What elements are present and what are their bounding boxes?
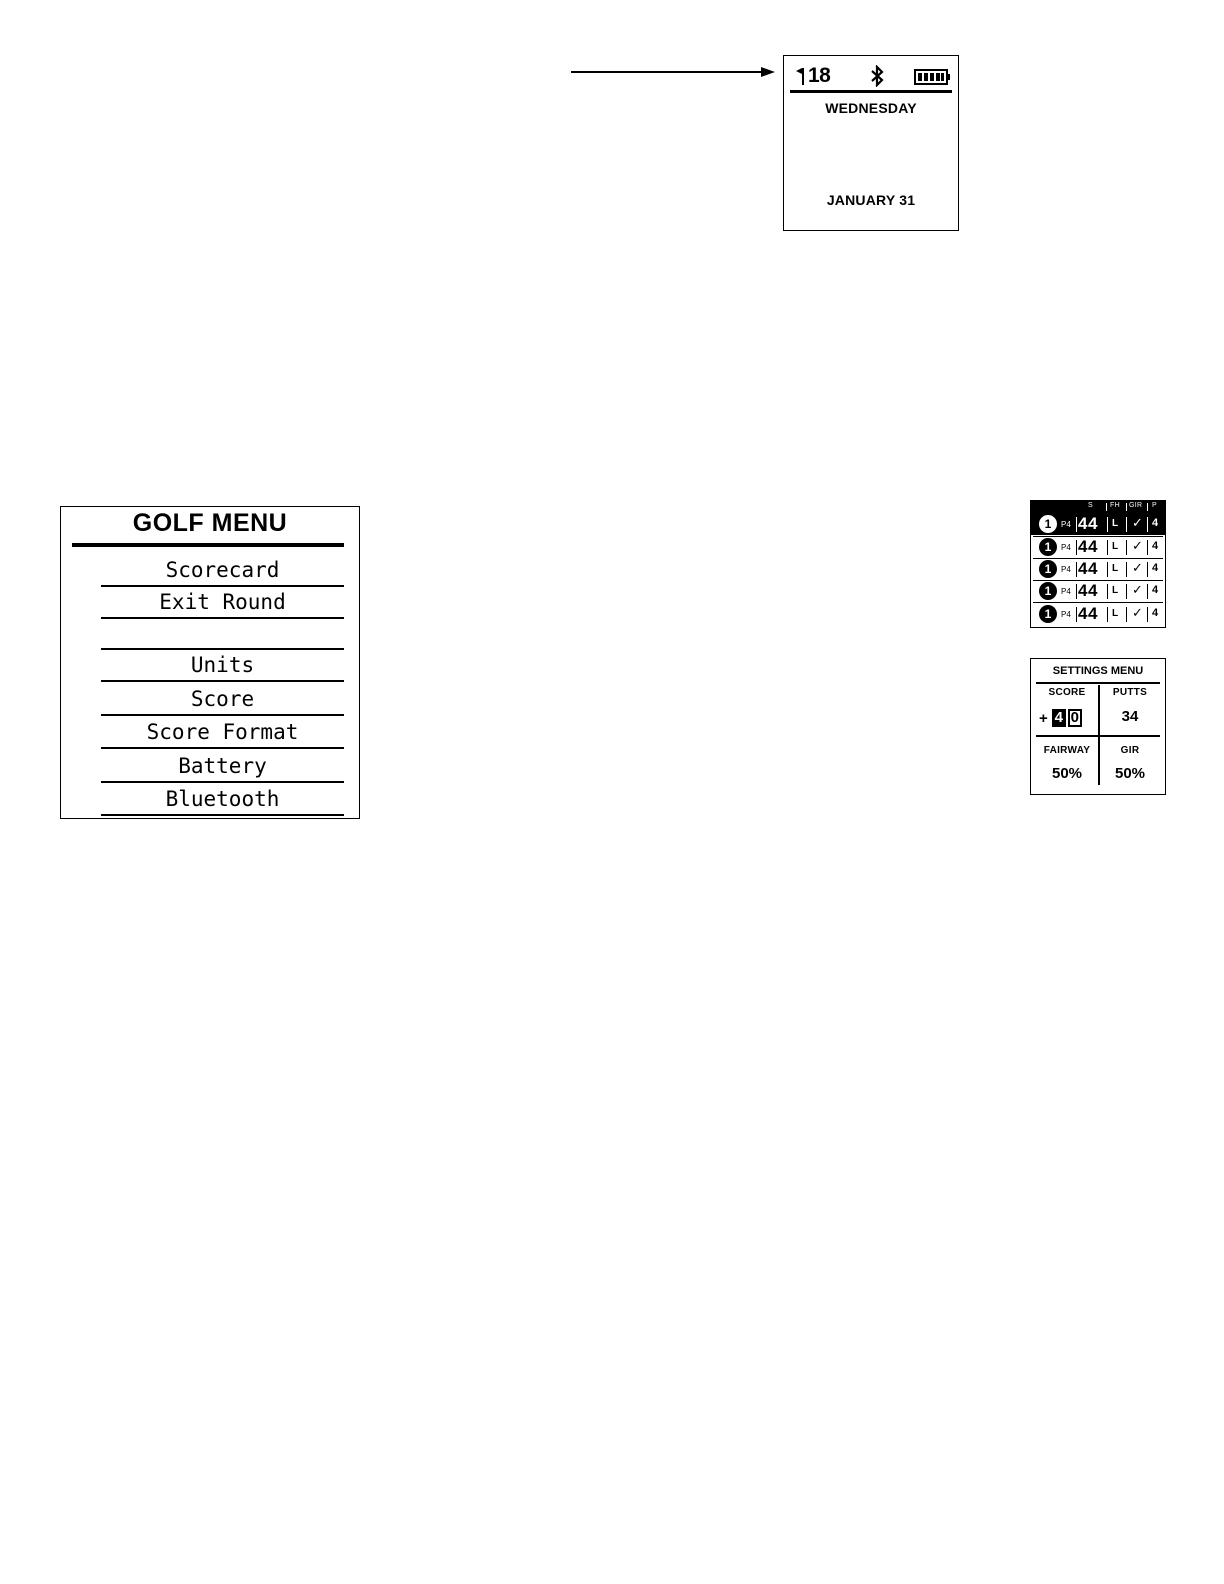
par-label: P4 [1061, 610, 1071, 619]
scorecard-row[interactable] [1031, 558, 1165, 580]
gir-check-icon: ✓ [1132, 561, 1143, 576]
fairway-value: 50% [1051, 765, 1083, 782]
score-label: SCORE [1048, 687, 1086, 698]
score-value: 44 [1078, 604, 1098, 623]
column-separator [1076, 584, 1077, 599]
header-gir: GIR [1129, 502, 1143, 509]
bluetooth-icon [870, 65, 884, 87]
score-value: 44 [1078, 537, 1098, 556]
column-separator [1126, 540, 1127, 555]
menu-item-battery[interactable]: Battery [101, 752, 344, 783]
fairway-value: L [1112, 518, 1119, 529]
score-digit: 4 [1052, 709, 1066, 727]
par-label: P4 [1061, 543, 1071, 552]
header-putts: P [1152, 502, 1157, 509]
column-separator [1076, 540, 1077, 555]
hole-badge: 1 [1039, 515, 1057, 533]
date-label: JANUARY 31 [826, 192, 916, 208]
golf-menu-screen [60, 506, 360, 819]
hole-badge: 1 [1039, 582, 1057, 600]
watch-clock-screen [783, 55, 959, 231]
gir-check-icon: ✓ [1132, 606, 1143, 621]
hole-badge: 1 [1039, 605, 1057, 623]
menu-item-bluetooth[interactable]: Bluetooth [101, 785, 344, 816]
title-divider [1036, 682, 1160, 684]
scorecard-row[interactable] [1031, 580, 1165, 602]
gir-check-icon: ✓ [1132, 539, 1143, 554]
score-value: 44 [1078, 514, 1098, 533]
hole-badge: 1 [1039, 560, 1057, 578]
header-fairway: FH [1110, 502, 1120, 509]
weekday-label: WEDNESDAY [825, 100, 917, 116]
column-separator [1107, 607, 1108, 622]
scorecard-row[interactable] [1031, 536, 1165, 558]
hole-badge: 1 [1039, 538, 1057, 556]
fairway-value: L [1112, 585, 1119, 596]
column-separator [1147, 562, 1148, 577]
menu-item-blank[interactable] [101, 619, 344, 650]
fairway-value: L [1112, 541, 1119, 552]
hole-number: 18 [808, 64, 831, 87]
gir-check-icon: ✓ [1132, 516, 1143, 531]
column-separator [1107, 584, 1108, 599]
fairway-value: L [1112, 608, 1119, 619]
title-divider [72, 543, 344, 547]
column-separator [1076, 517, 1077, 532]
column-separator [1107, 562, 1108, 577]
putts-value: 4 [1152, 584, 1159, 596]
putts-value: 4 [1152, 517, 1159, 529]
menu-item-scorecard[interactable]: Scorecard [101, 556, 344, 587]
scorecard-row-selected[interactable] [1031, 513, 1165, 535]
column-separator [1107, 517, 1108, 532]
column-separator [1147, 517, 1148, 532]
score-sign: + [1039, 709, 1048, 727]
scorecard-row[interactable] [1031, 603, 1165, 625]
header-separator [1126, 503, 1127, 511]
scorecard-screen [1030, 500, 1166, 628]
score-value[interactable] [1039, 708, 1082, 728]
header-separator [1147, 503, 1148, 511]
column-separator [1076, 562, 1077, 577]
score-value: 44 [1078, 581, 1098, 600]
menu-item-exit-round[interactable]: Exit Round [101, 588, 344, 619]
column-separator [1126, 562, 1127, 577]
round-stats-screen [1030, 658, 1166, 795]
battery-icon [914, 69, 952, 85]
putts-value: 4 [1152, 607, 1159, 619]
putts-value: 34 [1121, 708, 1139, 725]
column-separator [1107, 540, 1108, 555]
putts-value: 4 [1152, 540, 1159, 552]
gir-label: GIR [1120, 745, 1140, 756]
column-separator [1126, 607, 1127, 622]
row-divider [1036, 735, 1160, 737]
fairway-label: FAIRWAY [1043, 745, 1091, 756]
par-label: P4 [1061, 565, 1071, 574]
score-value: 44 [1078, 559, 1098, 578]
status-bar [790, 62, 952, 93]
gir-value: 50% [1114, 765, 1146, 782]
gir-check-icon: ✓ [1132, 583, 1143, 598]
golf-menu-title: GOLF MENU [132, 509, 288, 537]
column-separator [1076, 607, 1077, 622]
flag-icon [796, 67, 808, 85]
column-separator [1147, 607, 1148, 622]
score-digit: 0 [1068, 709, 1082, 727]
header-score: S [1088, 502, 1093, 509]
par-label: P4 [1061, 587, 1071, 596]
pointer-arrow [571, 64, 777, 80]
fairway-value: L [1112, 563, 1119, 574]
menu-item-units[interactable]: Units [101, 651, 344, 682]
menu-item-score-format[interactable]: Score Format [101, 718, 344, 749]
putts-value: 4 [1152, 562, 1159, 574]
column-separator [1126, 584, 1127, 599]
stats-title: SETTINGS MENU [1052, 665, 1144, 677]
header-separator [1106, 503, 1107, 511]
putts-label: PUTTS [1112, 687, 1148, 698]
column-separator [1147, 584, 1148, 599]
column-separator [1147, 540, 1148, 555]
column-separator [1126, 517, 1127, 532]
par-label: P4 [1061, 520, 1071, 529]
menu-item-score[interactable]: Score [101, 685, 344, 716]
